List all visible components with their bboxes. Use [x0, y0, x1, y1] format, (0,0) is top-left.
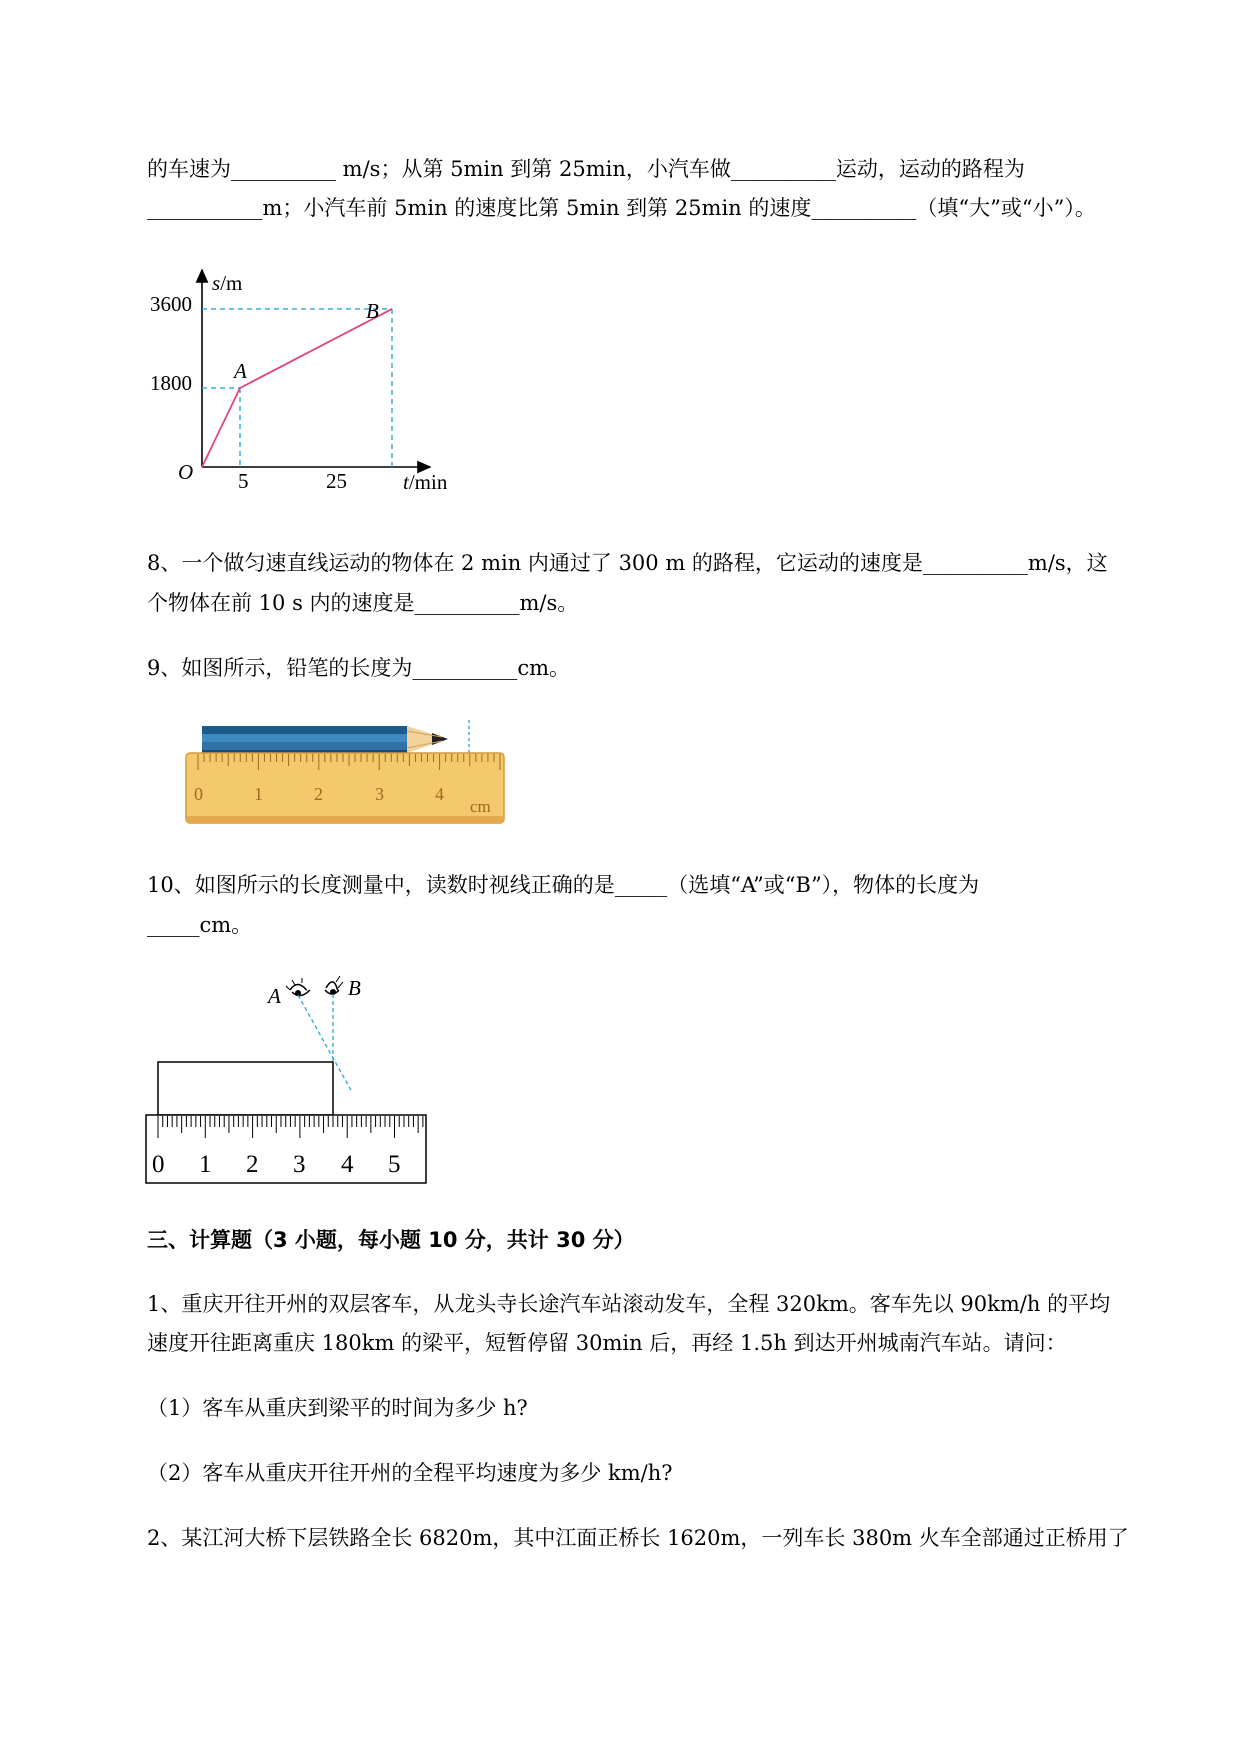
eye-a-label: A — [268, 984, 281, 1008]
ruler-number-0: 0 — [194, 784, 203, 804]
calc1-subquestion-1: （1）客车从重庆到梁平的时间为多少 h? — [147, 1396, 528, 1420]
x-axis-label: t/min — [403, 470, 448, 494]
q10-text-line-1: 10、如图所示的长度测量中，读数时视线正确的是_____（选填“A”或“B”），物体的长度为 — [147, 873, 980, 897]
measured-block — [158, 1062, 333, 1115]
ruler-number-3: 3 — [293, 1151, 306, 1178]
pencil-ruler-figure — [180, 718, 520, 828]
point-a-label: A — [234, 359, 247, 383]
y-axis-label: s/m — [212, 271, 243, 295]
x-tick-5: 5 — [238, 469, 249, 493]
calc2-text-line-1: 2、某江河大桥下层铁路全长 6820m，其中江面正桥长 1620m，一列车长 380m 火车全部通过正桥用了 — [147, 1526, 1129, 1550]
pencil — [202, 726, 448, 753]
ruler-number-3: 3 — [375, 784, 384, 804]
ruler-number-4: 4 — [435, 784, 444, 804]
ruler-number-5: 5 — [388, 1151, 401, 1178]
ruler-number-4: 4 — [341, 1151, 354, 1178]
eye-a-icon — [286, 978, 310, 996]
point-b-label: B — [366, 299, 379, 323]
eye-b-icon — [325, 976, 343, 995]
q8-text-line-1: 8、一个做匀速直线运动的物体在 2 min 内通过了 300 m 的路程，它运动的速度是__________m/s，这 — [147, 551, 1108, 575]
y-tick-1800: 1800 — [150, 371, 192, 395]
section-3-title: 三、计算题（3 小题，每小题 10 分，共计 30 分） — [147, 1228, 635, 1252]
q7-text-line-1: 的车速为__________ m/s；从第 5min 到第 25min，小汽车做__________运动，运动的路程为 — [147, 157, 1025, 181]
x-tick-25: 25 — [326, 469, 347, 493]
ruler-number-2: 2 — [246, 1151, 259, 1178]
ruler-unit: cm — [470, 797, 491, 816]
y-tick-3600: 3600 — [150, 292, 192, 316]
origin-label: O — [178, 460, 194, 484]
q8-text-line-2: 个物体在前 10 s 内的速度是__________m/s。 — [147, 591, 579, 615]
ruler-number-0: 0 — [152, 1151, 165, 1178]
q10-text-line-2: _____cm。 — [147, 913, 253, 937]
ruler-number-1: 1 — [199, 1151, 212, 1178]
eye-b-label: B — [348, 976, 361, 1000]
ruler-number-1: 1 — [254, 784, 263, 804]
calc1-text-line-2: 速度开往距离重庆 180km 的梁平，短暂停留 30min 后，再经 1.5h 到达开州城南汽车站。请问： — [147, 1331, 1067, 1355]
q7-text-line-2: ___________m；小汽车前 5min 的速度比第 5min 到第 25min 的速度__________（填“大”或“小”）。 — [147, 196, 1096, 220]
ruler-number-2: 2 — [314, 784, 323, 804]
distance-time-graph — [150, 262, 470, 502]
calc1-subquestion-2: （2）客车从重庆开往开州的全程平均速度为多少 km/h? — [147, 1461, 673, 1485]
wooden-ruler — [186, 753, 504, 823]
block-ruler-figure — [140, 970, 440, 1190]
ruler-edge — [186, 816, 504, 823]
q9-text-line-1: 9、如图所示，铅笔的长度为__________cm。 — [147, 656, 571, 680]
calc1-text-line-1: 1、重庆开往开州的双层客车，从龙头寺长途汽车站滚动发车，全程 320km。客车先以 90km/h 的平均 — [147, 1292, 1111, 1316]
